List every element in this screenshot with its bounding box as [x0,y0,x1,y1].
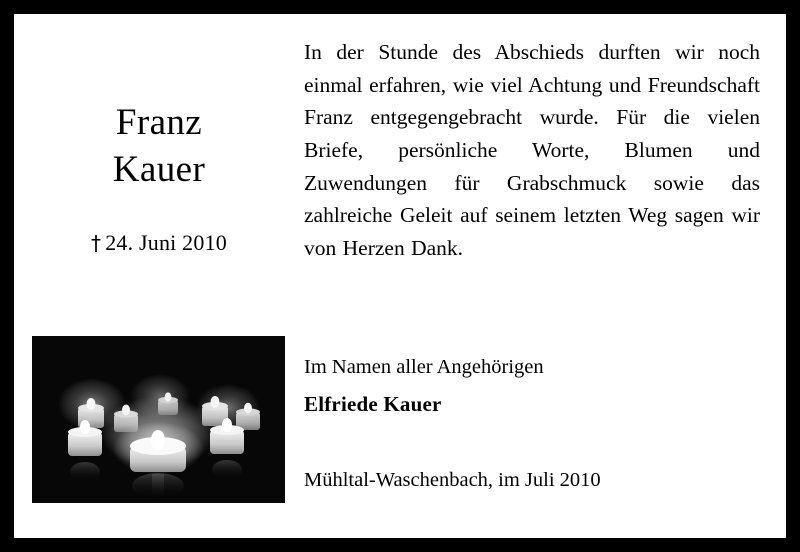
obituary-inner [14,14,786,538]
memorial-message: In der Stunde des Abschieds durften wir noch einmal erfahren, wie viel Achtung und Freundschaft Franz entgegengebracht wurde. Für die vielen Briefe, persönliche Worte, Blumen und Zuwendungen für Grabschmuck sowie das zahlreiche Geleit auf seinem letzten Weg sagen wir von Herzen Dank. [304,40,760,261]
deceased-name [14,100,304,194]
cross-icon: † [91,230,102,255]
death-date-text: 24. Juni 2010 [105,229,227,255]
closing-block [304,354,786,417]
candles-photo-image [32,336,285,503]
candles-photo [32,336,285,503]
right-column [304,14,786,538]
signer-name: Elfriede Kauer [304,391,442,416]
left-column [14,14,304,538]
place-and-date: Mühltal-Waschenbach, im Juli 2010 [304,469,601,491]
deceased-first-name: Franz [115,102,203,143]
closing-line: Im Namen aller Angehörigen [304,356,544,378]
death-date-row [14,230,304,256]
deceased-last-name: Kauer [112,148,206,190]
